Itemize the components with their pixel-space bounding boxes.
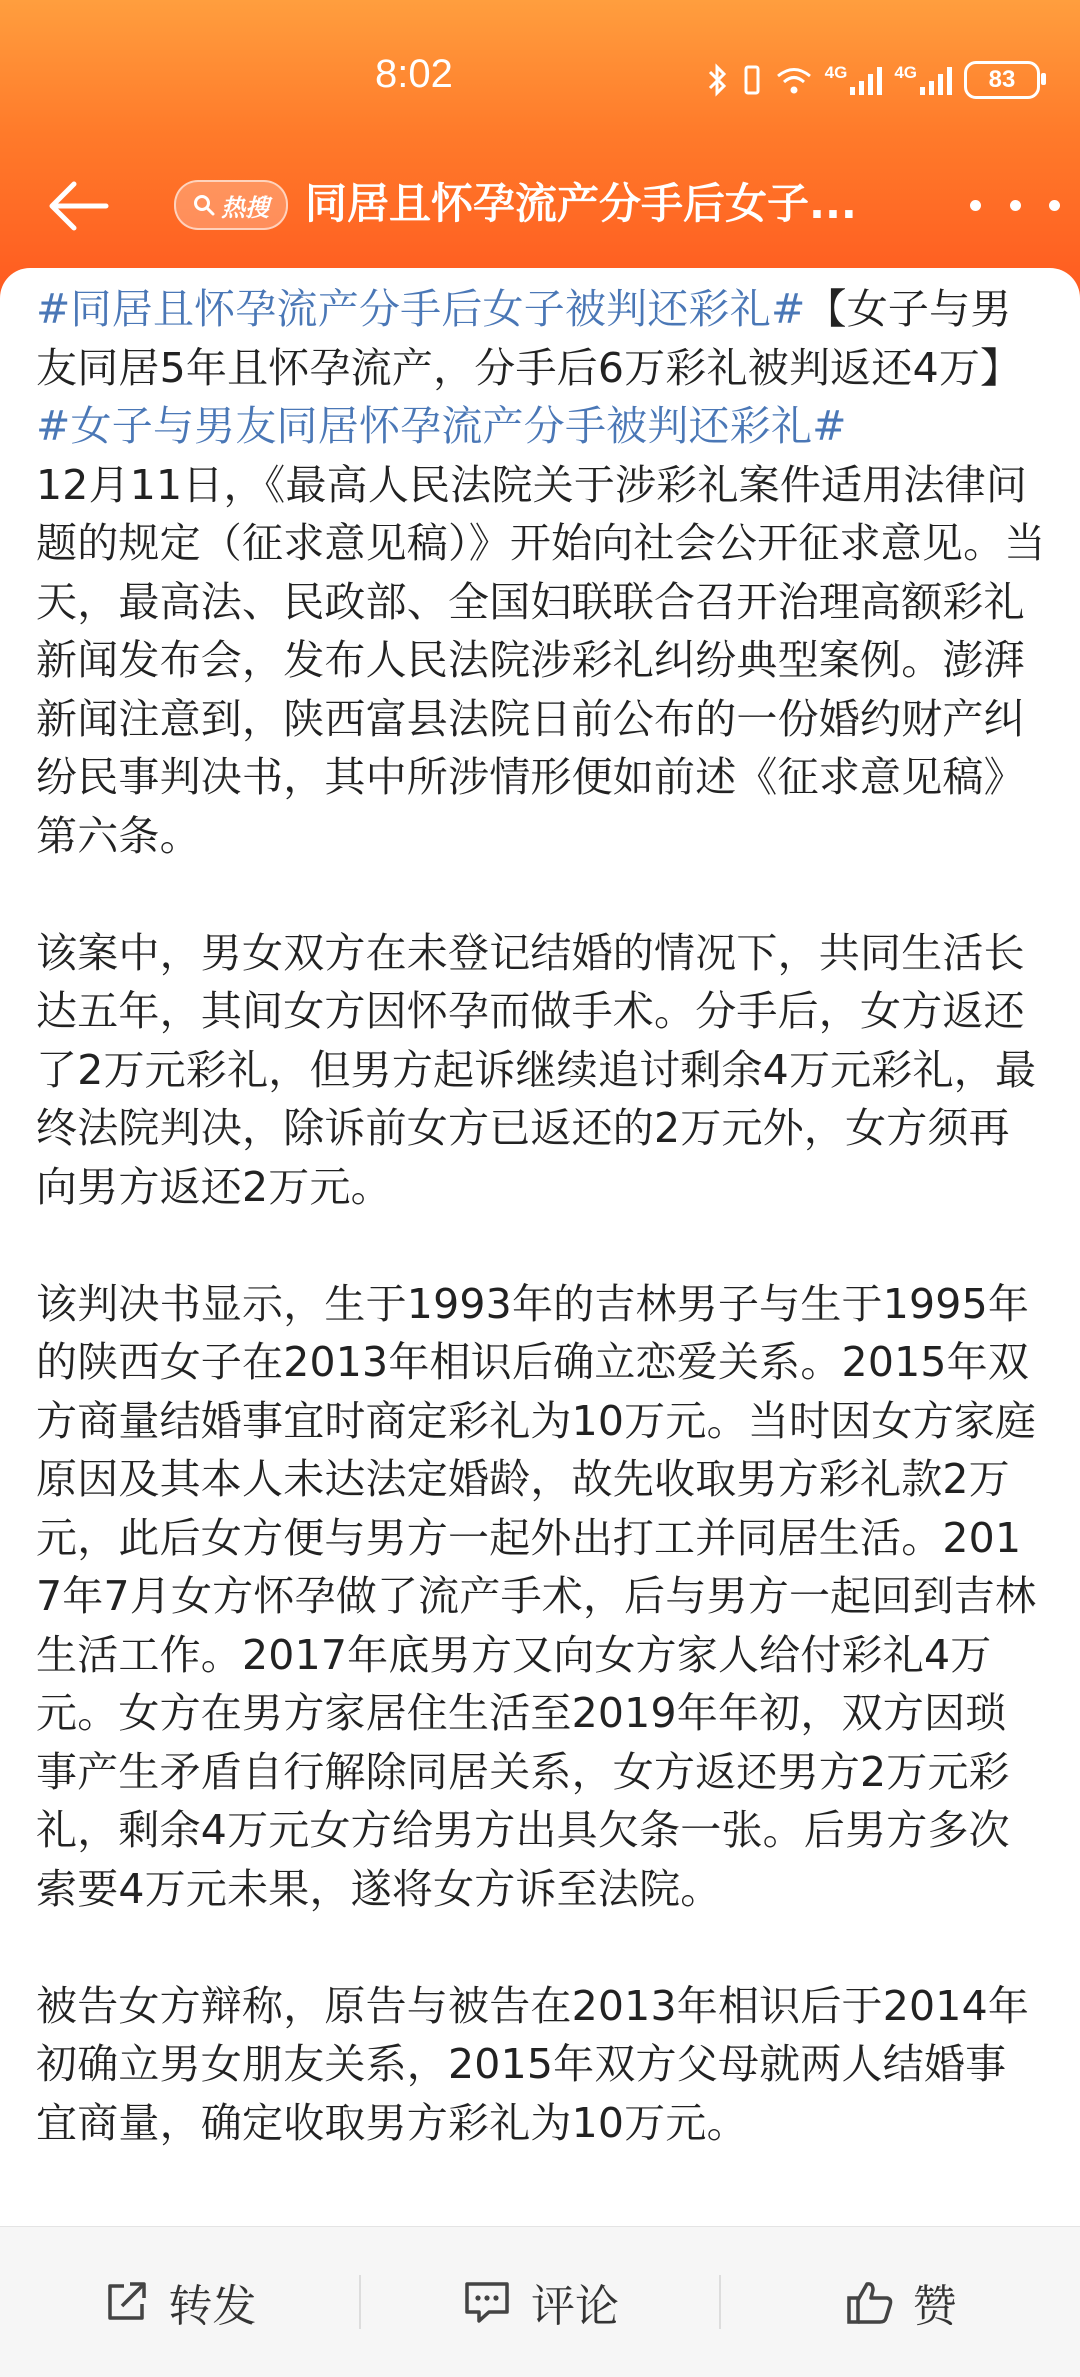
battery-indicator: 83 xyxy=(964,61,1040,99)
thumbs-up-icon xyxy=(845,2278,895,2326)
hot-search-badge[interactable] xyxy=(174,180,288,230)
hashtag-link[interactable]: #同居且怀孕流产分手后女子被判还彩礼# xyxy=(36,285,806,333)
page-title: 同居且怀孕流产分手后女子... xyxy=(305,179,857,228)
more-options-button[interactable] xyxy=(970,180,1060,230)
post-headline: 【女子与男友同居5年且怀孕流产，分手后6万彩礼被判返还4万】 xyxy=(36,285,1022,392)
post-content xyxy=(0,268,1080,2228)
hot-badge-label: 热搜 xyxy=(221,193,269,222)
comment-button[interactable] xyxy=(361,2257,720,2347)
post-intro xyxy=(36,280,1046,456)
repost-button[interactable] xyxy=(0,2257,359,2347)
bluetooth-icon xyxy=(707,58,729,102)
status-bar xyxy=(0,0,1080,160)
signal-4g-icon xyxy=(825,58,883,102)
status-time: 8:02 xyxy=(375,52,453,96)
search-icon xyxy=(193,194,215,216)
network-label: 4G xyxy=(894,63,917,82)
header xyxy=(0,0,1080,300)
like-button[interactable] xyxy=(721,2257,1080,2347)
post-paragraph: 该案中，男女双方在未登记结婚的情况下，共同生活长达五年，其间女方因怀孕而做手术。分手后，女方返还了2万元彩礼，但男方起诉继续追讨剩余4万元彩礼，最终法院判决，除诉前女方已返还的2万元外，女方须再向男方返还2万元。 xyxy=(36,928,1037,1211)
comment-label: 评论 xyxy=(531,2281,619,2332)
network-label: 4G xyxy=(824,63,848,82)
signal-4g-icon xyxy=(894,58,952,102)
like-label: 赞 xyxy=(912,2281,957,2332)
post-paragraph: 该判决书显示，生于1993年的吉林男子与生于1995年的陕西女子在2013年相识后确立恋爱关系。2015年双方商量结婚事宜时商定彩礼为10万元。当时因女方家庭原因及其本人未达法定婚龄，故先收取男方彩礼款2万元，此后女方便与男方一起外出打工并同居生活。2017年7月女方怀孕做了流产手术，后与男方一起回到吉林生活工作。2017年底男方又向女方家人给付彩礼4万元。女方在男方家居住生活至2019年年初，双方因琐事产生矛盾自行解除同居关系，女方返还男方2万元彩礼，剩余4万元女方给男方出具欠条一张。后男方多次索要4万元未果，遂将女方诉至法院。 xyxy=(36,1279,1037,1913)
back-arrow-icon xyxy=(46,180,110,232)
post-body xyxy=(36,280,1046,2152)
more-dots-icon xyxy=(970,200,981,211)
status-icons xyxy=(707,58,1040,102)
comment-icon xyxy=(461,2278,513,2326)
post-paragraph: 被告女方辩称，原告与被告在2013年相识后于2014年初确立男女朋友关系，2015年双方父母就两人结婚事宜商量，确定收取男方彩礼为10万元。 xyxy=(36,1981,1030,2147)
repost-label: 转发 xyxy=(168,2281,257,2332)
hashtag-link[interactable]: #女子与男友同居怀孕流产分手被判还彩礼# xyxy=(36,402,847,450)
vibrate-icon xyxy=(741,58,763,102)
repost-icon xyxy=(102,2278,150,2326)
back-button[interactable] xyxy=(40,168,116,244)
wifi-icon xyxy=(775,58,813,102)
post-paragraph: 12月11日，《最高人民法院关于涉彩礼案件适用法律问题的规定（征求意见稿）》开始向社会公开征求意见。当天，最高法、民政部、全国妇联联合召开治理高额彩礼新闻发布会，发布人民法院涉彩礼纠纷典型案例。澎湃新闻注意到，陕西富县法院日前公布的一份婚约财产纠纷民事判决书，其中所涉情形便如前述《征求意见稿》第六条。 xyxy=(36,460,1046,860)
bottom-action-bar xyxy=(0,2226,1080,2377)
